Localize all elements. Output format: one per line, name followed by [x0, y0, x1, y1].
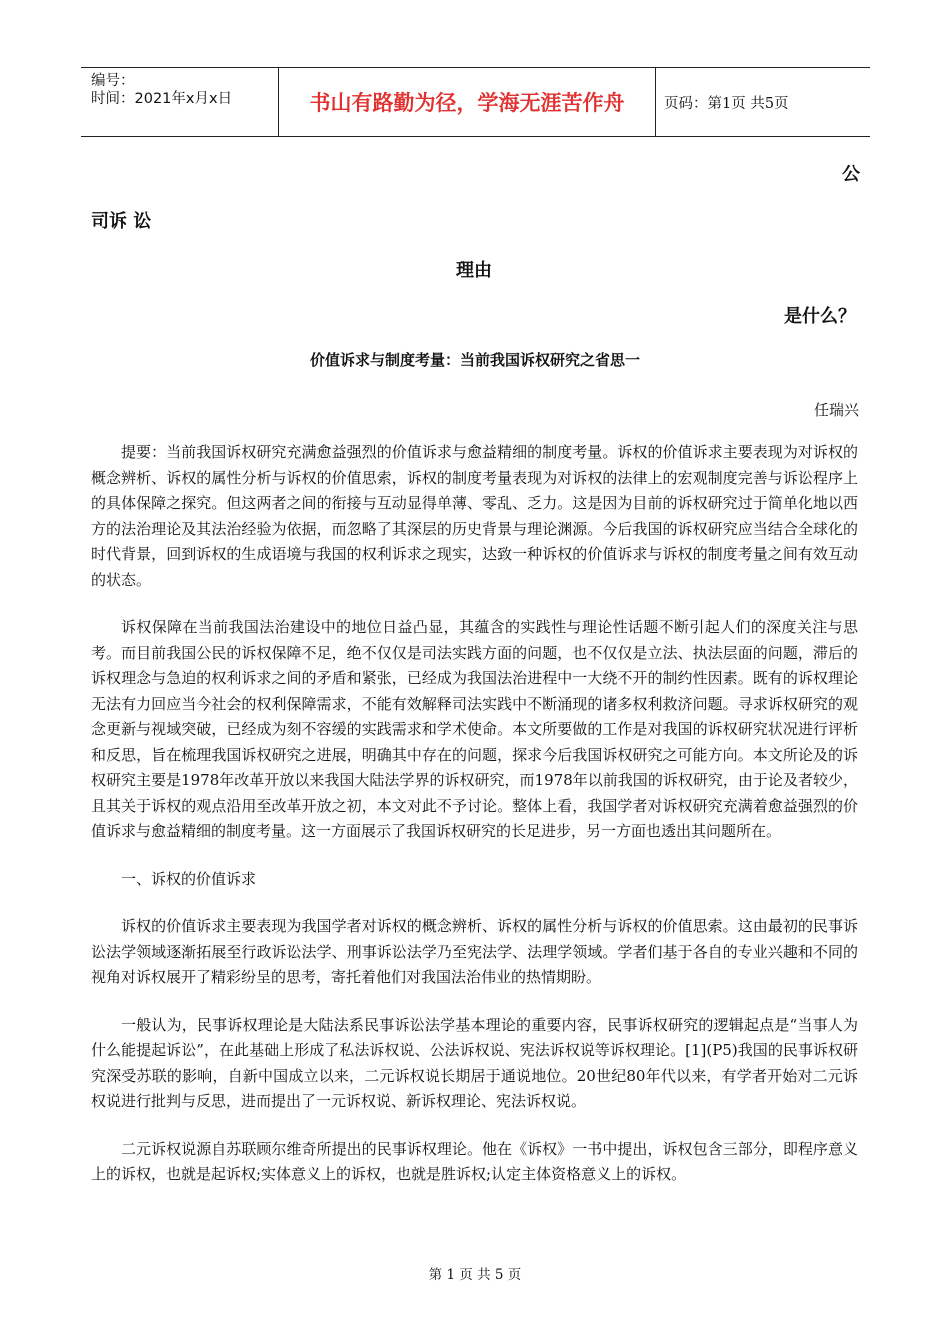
title-part-2: 司诉 讼	[91, 211, 152, 232]
section-heading: 一、诉权的价值诉求	[121, 869, 257, 888]
body-paragraph: 二元诉权说源自苏联顾尔维奇所提出的民事诉权理论。他在《诉权》一书中提出，诉权包含三部分，即程序意义上的诉权，也就是起诉权;实体意义上的诉权，也就是胜诉权;认定主体资格意义上的诉权。	[91, 1139, 858, 1183]
header-page-indicator: 页码：第1页 共5页	[664, 95, 789, 112]
title-part-1: 公	[842, 164, 860, 185]
document-number-label: 编号：	[91, 73, 135, 89]
intro-paragraph: 诉权保障在当前我国法治建设中的地位日益凸显，其蕴含的实践性与理论性话题不断引起人们的深度关注与思考。而目前我国公民的诉权保障不足，绝不仅仅是司法实践方面的问题，也不仅仅是立法、执法层面的问题，滞后的诉权理念与急迫的权利诉求之间的矛盾和紧张，已经成为我国法治进程中一大绕不开的制约性因素。既有的诉权理论无法有力回应当今社会的权利保障需求，不能有效解释司法实践中不断涌现的诸多权利救济问题。寻求诉权研究的观念更新与视域突破，已经成为刻不容缓的实践需求和学术使命。本文所要做的工作是对我国的诉权研究状况进行评析和反思，旨在梳理我国诉权研究之进展，明确其中存在的问题，探求今后我国诉权研究之可能方向。本文所论及的诉权研究主要是1978年改革开放以来我国大陆法学界的诉权研究，而1978年以前我国的诉权研究，由于论及者较少，且其关于诉权的观点沿用至改革开放之初，本文对此不予讨论。整体上看，我国学者对诉权研究充满着愈益强烈的价值诉求与愈益精细的制度考量。这一方面展示了我国诉权研究的长足进步，另一方面也透出其问题所在。	[91, 618, 858, 840]
article-subtitle: 价值诉求与制度考量：当前我国诉权研究之省思一	[309, 351, 640, 369]
header-meta-cell	[81, 68, 279, 136]
abstract-paragraph: 提要：当前我国诉权研究充满愈益强烈的价值诉求与愈益精细的制度考量。诉权的价值诉求主要表现为对诉权的概念辨析、诉权的属性分析与诉权的价值思索，诉权的制度考量表现为对诉权的法律上的宏观制度完善与诉讼程序上的具体保障之探究。但这两者之间的衔接与互动显得单薄、零乱、乏力。这是因为目前的诉权研究过于简单化地以西方的法治理论及其法治经验为依据，而忽略了其深层的历史背景与理论渊源。今后我国的诉权研究应当结合全球化的时代背景，回到诉权的生成语境与我国的权利诉求之现实，达致一种诉权的价值诉求与诉权的制度考量之间有效互动的状态。	[91, 443, 858, 589]
body-paragraph: 诉权的价值诉求主要表现为我国学者对诉权的概念辨析、诉权的属性分析与诉权的价值思索。这由最初的民事诉讼法学领域逐渐拓展至行政诉讼法学、刑事诉讼法学乃至宪法学、法理学领域。学者们基于各自的专业兴趣和不同的视角对诉权展开了精彩纷呈的思考，寄托着他们对我国法治伟业的热情期盼。	[91, 917, 858, 986]
page-footer: 第 1 页 共 5 页	[428, 1267, 522, 1283]
article-body	[91, 440, 858, 1210]
title-part-4: 是什么？	[784, 306, 856, 327]
body-paragraph: 一般认为，民事诉权理论是大陆法系民事诉讼法学基本理论的重要内容，民事诉权研究的逻辑起点是“当事人为什么能提起诉讼”，在此基础上形成了私法诉权说、公法诉权说、宪法诉权说等诉权理论。[1](P5)我国的民事诉权研究深受苏联的影响，自新中国成立以来，二元诉权说长期居于通说地位。20世纪80年代以来，有学者开始对二元诉权说进行批判与反思，进而提出了一元诉权说、新诉权理论、宪法诉权说。	[91, 1015, 858, 1110]
document-date: 时间：2021年x月x日	[91, 91, 233, 107]
title-part-3: 理由	[456, 260, 492, 281]
header-motto: 书山有路勤为径，学海无涯苦作舟	[279, 68, 656, 136]
document-header	[81, 67, 870, 137]
author-name: 任瑞兴	[813, 401, 859, 419]
